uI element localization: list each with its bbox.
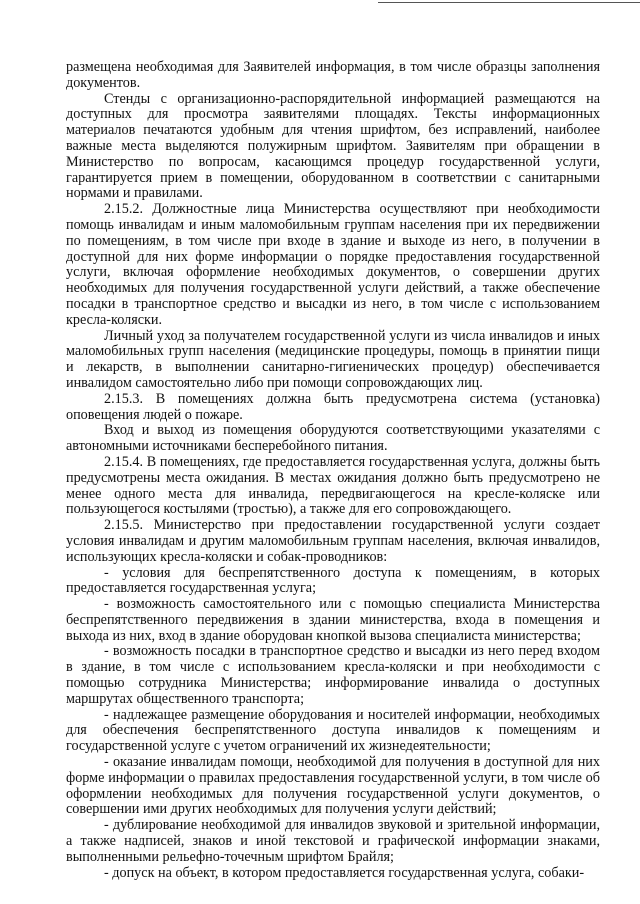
list-item-braille: - дублирование необходимой для инвалидов звуковой и зрительной информации, а также надписей, знаков и иной текстовой и графической информации знаками, выполненными рельефно-точечным шрифтом Брайля; bbox=[66, 817, 600, 865]
top-rule bbox=[378, 2, 640, 3]
paragraph-continuation: размещена необходимая для Заявителей информация, в том числе образцы заполнения документов. bbox=[66, 59, 600, 91]
document-page bbox=[66, 60, 600, 881]
list-item-assistance: - оказание инвалидам помощи, необходимой для получения в доступной для них форме информации о правилах предоставления государственной услуги, в том числе об оформлении необходимых для получения государственной услуги документов, о совершении ими других необходимых для получения услуги действий; bbox=[66, 754, 600, 818]
list-item-movement: - возможность самостоятельного или с помощью специалиста Министерства беспрепятственного передвижения в здании министерства, входа в помещения и выхода из них, вход в здание оборудован кнопкой вызова специалиста министерства; bbox=[66, 596, 600, 644]
list-item-transport: - возможность посадки в транспортное средство и высадки из него перед входом в здание, в том числе с использованием кресла-коляски и при необходимости с помощью сотрудника Министерства; информирование инвалида о доступных маршрутах общественного транспорта; bbox=[66, 643, 600, 707]
paragraph-2-15-5: 2.15.5. Министерство при предоставлении государственной услуги создает условия инвалидам и другим маломобильным группам населения, включая инвалидов, использующих кресла-коляски и собак-проводников: bbox=[66, 517, 600, 565]
paragraph-stands: Стенды с организационно-распорядительной информацией размещаются на доступных для просмотра заявителями площадях. Тексты информационных материалов печатаются удобным для чтения шрифтом, без исправлений, наиболее важные места выделяются полужирным шрифтом. Заявителям при обращении в Министерство по вопросам, касающимся процедур государственной услуги, гарантируется прием в помещении, оборудованном в соответствии с санитарными нормами и правилами. bbox=[66, 90, 600, 202]
paragraph-personal-care: Личный уход за получателем государственной услуги из числа инвалидов и иных маломобильных групп населения (медицинские процедуры, помощь в принятии пищи и лекарств, в выполнении санитарно-гигиенических процедур) обеспечивается инвалидом самостоятельно либо при помощи сопровождающих лиц. bbox=[66, 327, 600, 391]
list-item-equipment: - надлежащее размещение оборудования и носителей информации, необходимых для обеспечения беспрепятственного доступа инвалидов к помещениям и государственной услуге с учетом ограничений их жизнедеятельности; bbox=[66, 706, 600, 755]
paragraph-2-15-3: 2.15.3. В помещениях должна быть предусмотрена система (установка) оповещения людей о пожаре. bbox=[66, 390, 600, 423]
list-item-guide-dog: - допуск на объект, в котором предоставляется государственная услуга, собаки- bbox=[104, 864, 585, 881]
paragraph-2-15-4: 2.15.4. В помещениях, где предоставляется государственная услуга, должны быть предусмотрены места ожидания. В местах ожидания должно быть предусмотрено не менее одного места для инвалида, передвигающегося на кресле-коляске или пользующегося костылями (тростью), а также для его сопровождающего. bbox=[66, 453, 600, 518]
paragraph-2-15-2: 2.15.2. Должностные лица Министерства осуществляют при необходимости помощь инвалидам и иным маломобильным группам населения при их передвижении по помещениям, в том числе при входе в здание и выходе из него, в получении в доступной для них форме информации о порядке предоставления государственной услуги, включая оформление необходимых документов, о совершении других необходимых для получения государственной услуги действий, а также обеспечение посадки в транспортное средство и высадки из него, в том числе с использованием кресла-коляски. bbox=[66, 201, 600, 328]
paragraph-entrance-exit: Вход и выход из помещения оборудуются соответствующими указателями с автономными источниками бесперебойного питания. bbox=[66, 422, 600, 455]
list-item-access-conditions: - условия для беспрепятственного доступа к помещениям, в которых предоставляется государственная услуга; bbox=[66, 564, 600, 597]
